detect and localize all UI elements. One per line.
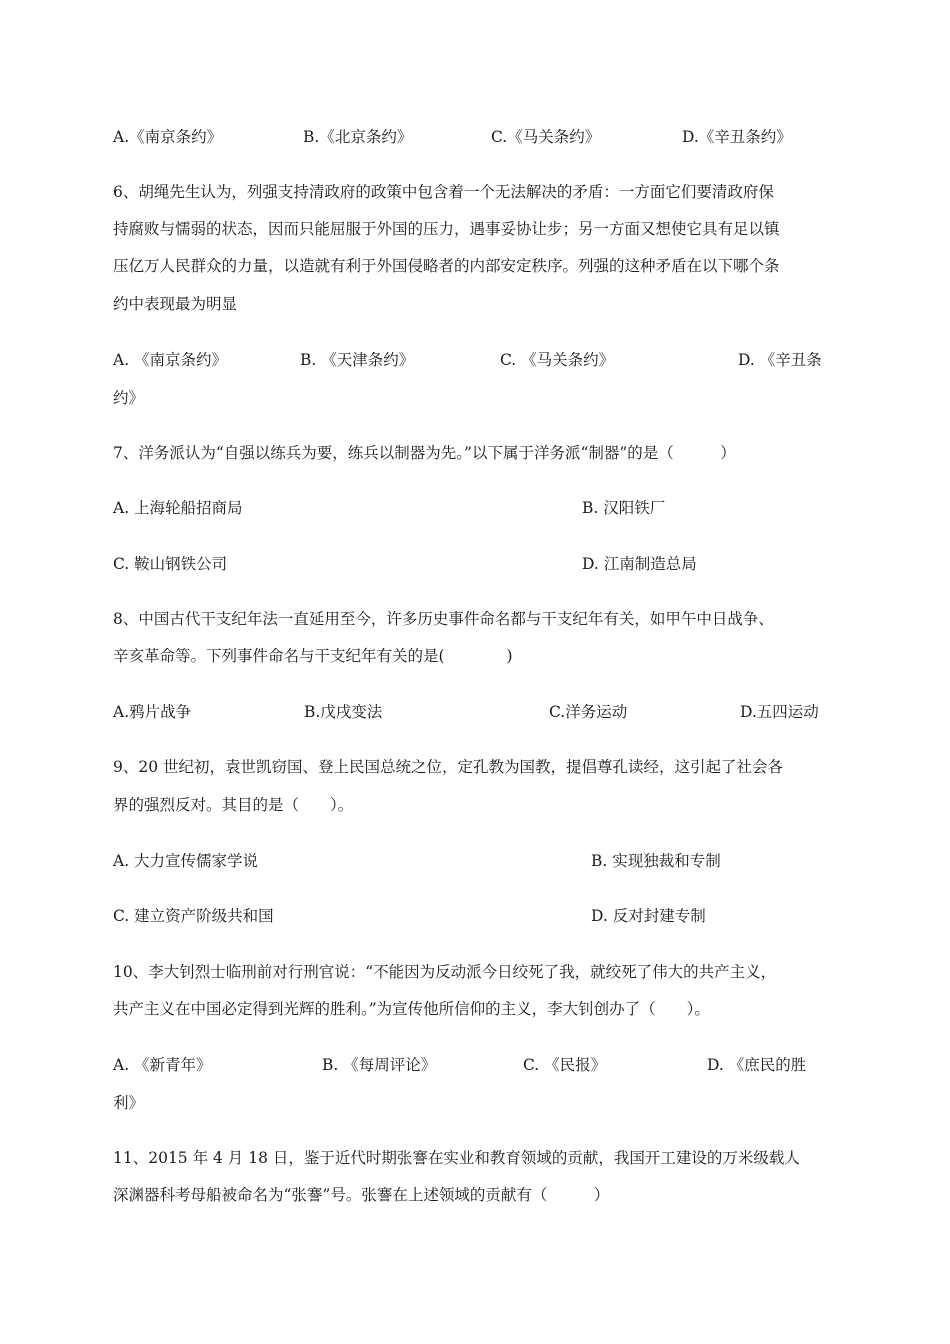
q10-option-a: A. 《新青年》 bbox=[113, 1056, 212, 1074]
q6-stem-line: 约中表现最为明显 bbox=[113, 295, 238, 313]
q6-stem-line: 6、胡绳先生认为，列强支持清政府的政策中包含着一个无法解决的矛盾：一方面它们要清政府保 bbox=[113, 183, 774, 201]
q5-option-a: A.《南京条约》 bbox=[113, 128, 223, 146]
q9-stem-line: 界的强烈反对。其目的是（ ）。 bbox=[113, 796, 354, 814]
q10-stem-line: 共产主义在中国必定得到光辉的胜利。”为宣传他所信仰的主义，李大钊创办了（ ）。 bbox=[113, 1000, 710, 1018]
q9-stem-line: 9、20 世纪初，袁世凯窃国、登上民国总统之位，定孔教为国教，提倡尊孔读经，这引起了社会各 bbox=[113, 758, 784, 776]
q7-stem-line: 7、洋务派认为“自强以练兵为要，练兵以制器为先。”以下属于洋务派“制器”的是（ ） bbox=[113, 444, 736, 462]
q6-option-c: C. 《马关条约》 bbox=[500, 351, 615, 369]
q9-option-c: C. 建立资产阶级共和国 bbox=[113, 907, 274, 925]
q8-option-a: A.鸦片战争 bbox=[113, 703, 192, 721]
q8-option-c: C.洋务运动 bbox=[549, 703, 628, 721]
q7-option-c: C. 鞍山钢铁公司 bbox=[113, 555, 228, 573]
q6-option-d: D. 《辛丑条 bbox=[738, 351, 822, 369]
q8-option-b: B.戊戌变法 bbox=[304, 703, 383, 721]
q8-stem-line: 8、中国古代干支纪年法一直延用至今，许多历史事件命名都与干支纪年有关，如甲午中日战争、 bbox=[113, 610, 774, 628]
q6-stem-line: 压亿万人民群众的力量，以造就有利于外国侵略者的内部安定秩序。列强的这种矛盾在以下哪个条 bbox=[113, 257, 780, 275]
q6-stem-line: 持腐败与懦弱的状态，因而只能屈服于外国的压力，遇事妥协让步；另一方面又想使它具有足以镇 bbox=[113, 220, 780, 238]
q7-option-a: A. 上海轮船招商局 bbox=[113, 499, 243, 517]
q7-option-d: D. 江南制造总局 bbox=[582, 555, 697, 573]
q10-stem-line: 10、李大钊烈士临刑前对行刑官说：“不能因为反动派今日绞死了我，就绞死了伟大的共产主义， bbox=[113, 963, 777, 981]
q6-option-d-wrap: 约》 bbox=[113, 389, 145, 407]
q6-option-a: A. 《南京条约》 bbox=[113, 351, 228, 369]
q5-option-d: D.《辛丑条约》 bbox=[682, 128, 792, 146]
q7-option-b: B. 汉阳铁厂 bbox=[582, 499, 666, 517]
q10-option-d-wrap: 利》 bbox=[113, 1094, 145, 1112]
q5-option-c: C.《马关条约》 bbox=[491, 128, 601, 146]
q11-stem-line: 深渊器科考母船被命名为“张謇”号。张謇在上述领域的贡献有（ ） bbox=[113, 1186, 610, 1204]
q9-option-b: B. 实现独裁和专制 bbox=[591, 852, 721, 870]
q5-option-b: B.《北京条约》 bbox=[303, 128, 413, 146]
q9-option-d: D. 反对封建专制 bbox=[591, 907, 706, 925]
q6-option-b: B. 《天津条约》 bbox=[300, 351, 415, 369]
q10-option-d: D. 《庶民的胜 bbox=[707, 1056, 807, 1074]
q11-stem-line: 11、2015 年 4 月 18 日，鉴于近代时期张謇在实业和教育领域的贡献，我国开工建设的万米级载人 bbox=[113, 1149, 800, 1167]
q8-option-d: D.五四运动 bbox=[740, 703, 819, 721]
q9-option-a: A. 大力宣传儒家学说 bbox=[113, 852, 259, 870]
q10-option-b: B. 《每周评论》 bbox=[322, 1056, 437, 1074]
q8-stem-line: 辛亥革命等。下列事件命名与干支纪年有关的是( ) bbox=[113, 647, 513, 665]
q10-option-c: C. 《民报》 bbox=[523, 1056, 607, 1074]
